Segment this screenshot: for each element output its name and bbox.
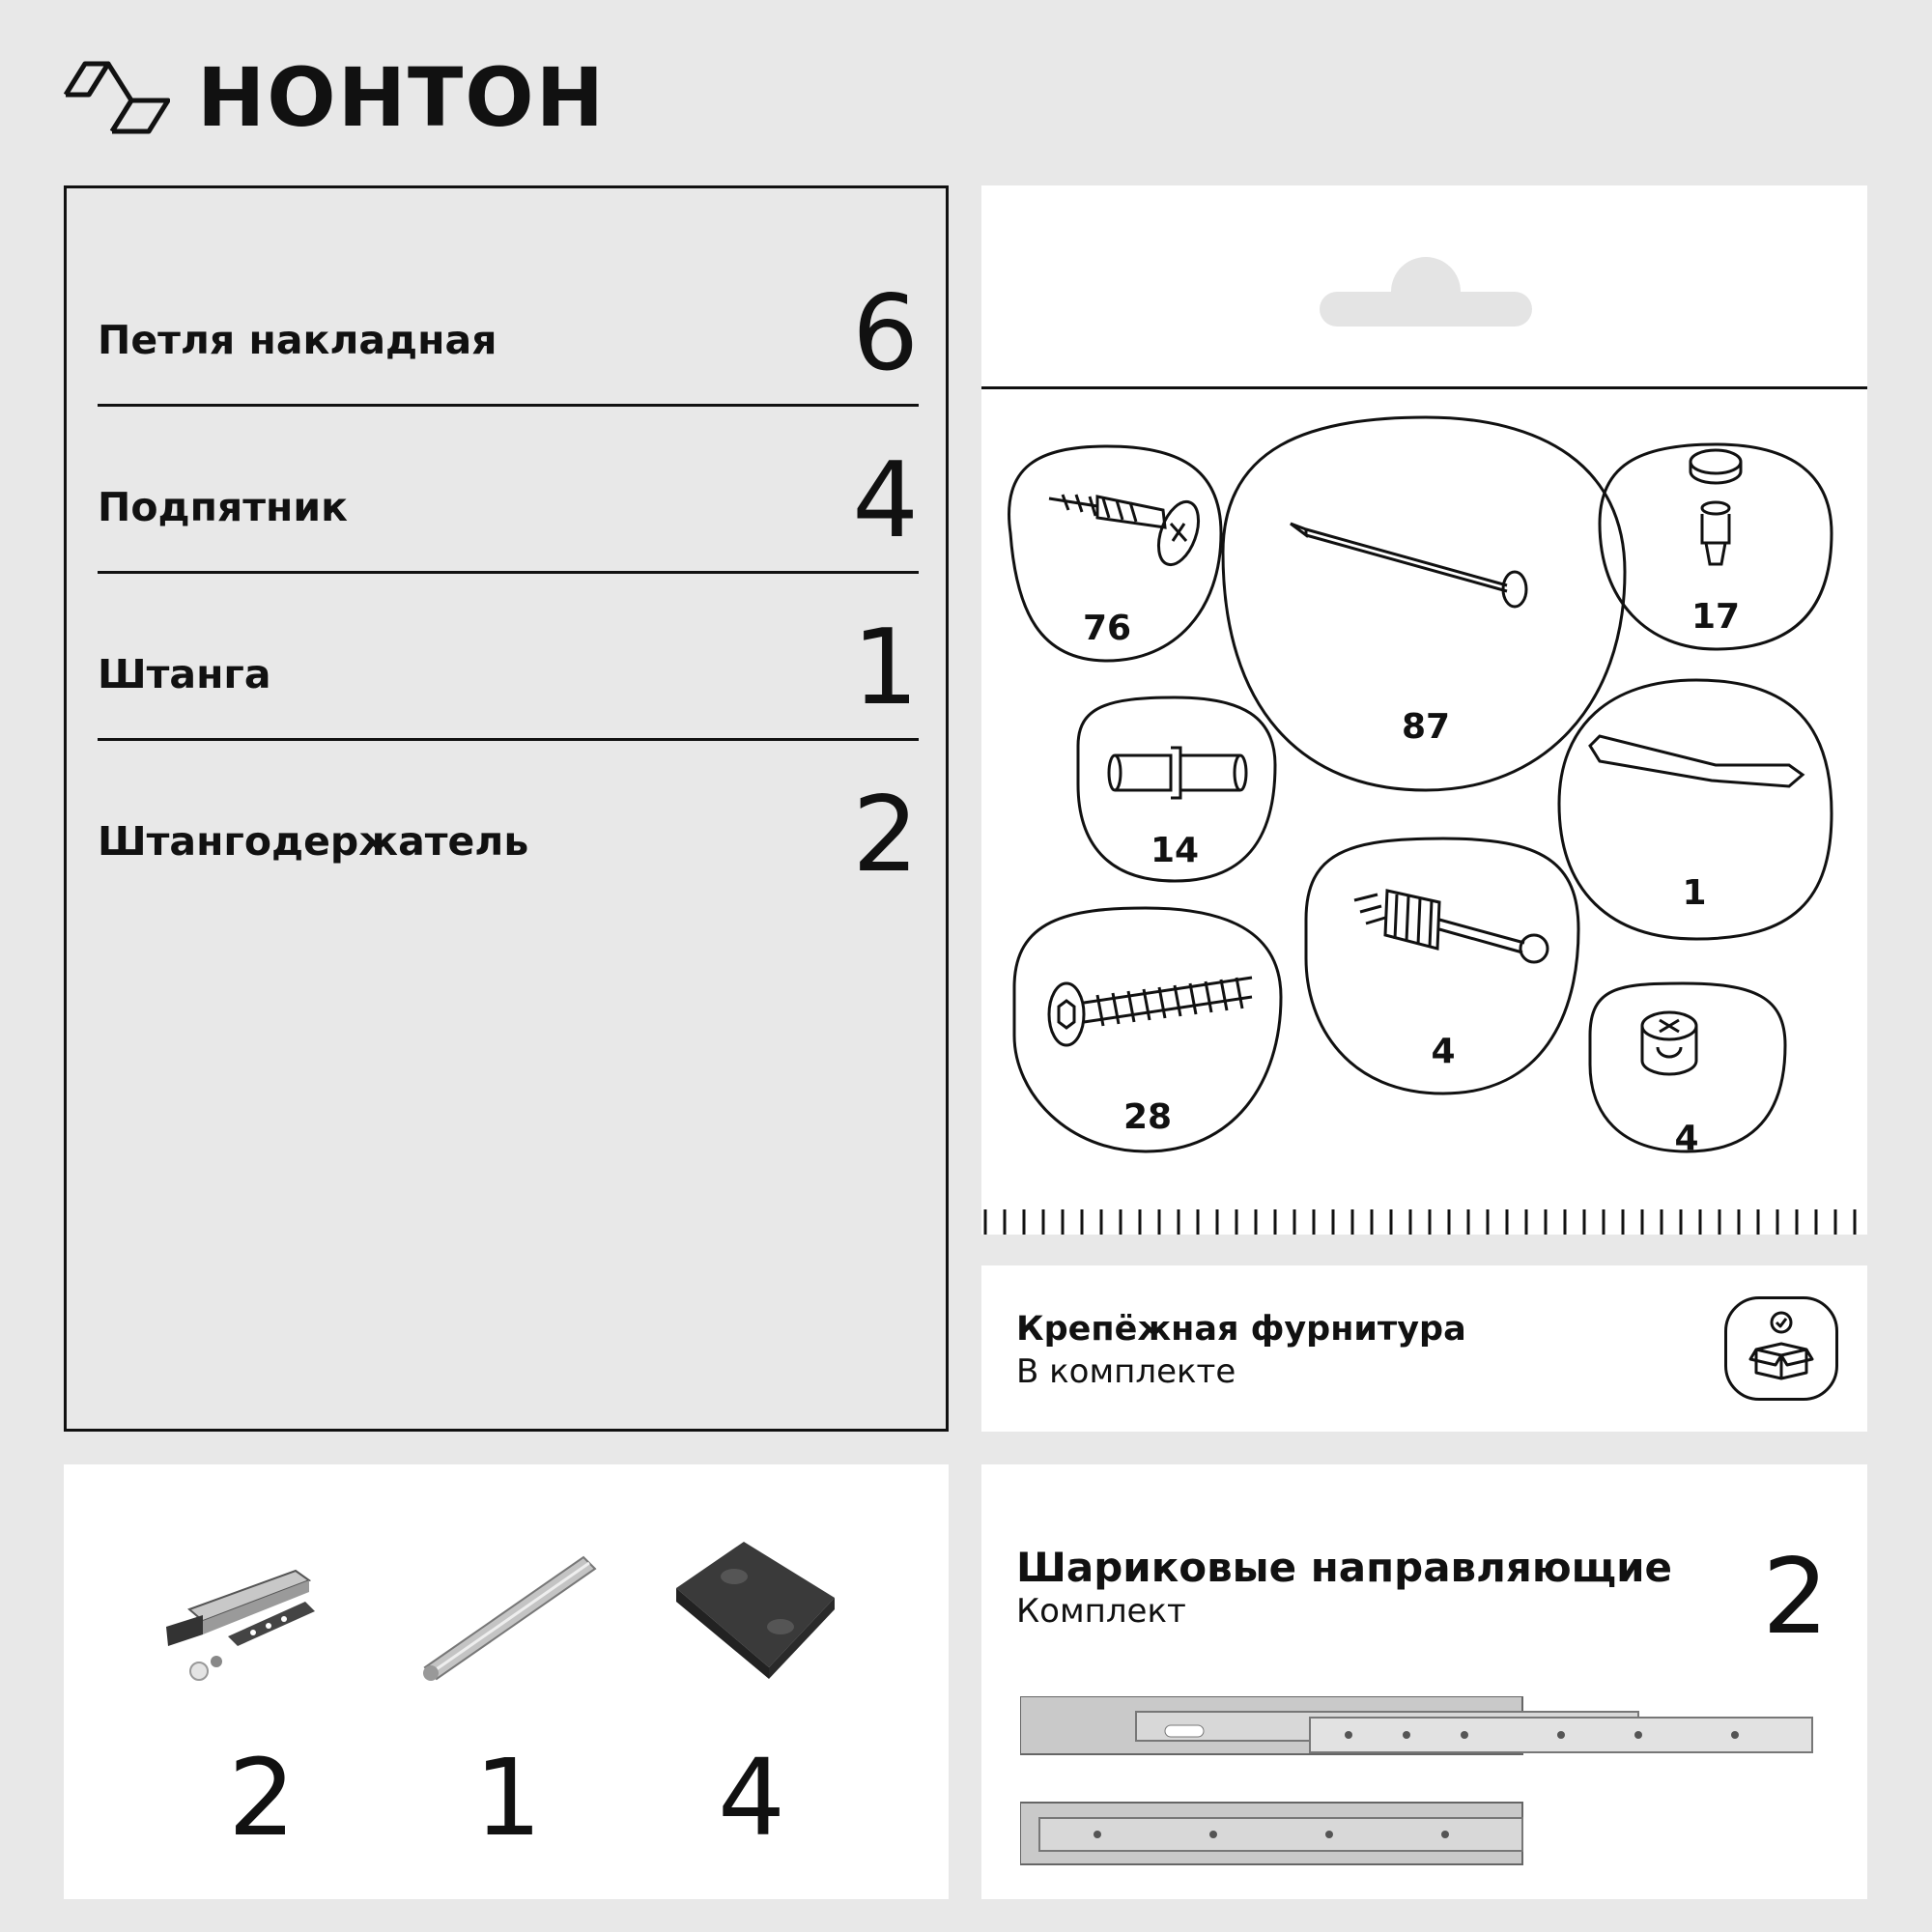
list-row-label: Петля накладная	[98, 317, 497, 363]
part-count: 76	[1082, 609, 1132, 648]
fasteners-subtitle: В комплекте	[1016, 1352, 1236, 1391]
part-count: 87	[1401, 707, 1451, 747]
rod-icon	[412, 1551, 605, 1687]
list-row-qty: 2	[852, 775, 919, 895]
list-row	[98, 738, 919, 905]
box-check-icon	[1724, 1296, 1838, 1401]
hardware-bag	[981, 185, 1867, 1235]
list-row	[98, 237, 919, 407]
part-count: 4	[1431, 1032, 1456, 1071]
hex-key-icon	[1590, 736, 1803, 786]
extra-items	[64, 1464, 949, 1899]
fasteners-info	[981, 1265, 1867, 1432]
part-count: 17	[1690, 597, 1741, 637]
slides-title: Шариковые направляющие	[1016, 1544, 1673, 1591]
fasteners-title: Крепёжная фурнитура	[1016, 1310, 1466, 1349]
cam-pin-icon	[1690, 450, 1741, 564]
slides-qty: 2	[1762, 1537, 1829, 1658]
item-qty: 1	[474, 1736, 542, 1860]
components-list	[64, 185, 949, 1432]
slides-subtitle: Комплект	[1016, 1592, 1186, 1631]
pad-icon	[657, 1532, 850, 1687]
part-count: 14	[1150, 831, 1200, 870]
shelf-pin-icon	[1109, 748, 1246, 798]
part-count: 1	[1682, 873, 1707, 913]
confirmat-screw-icon	[1049, 978, 1252, 1045]
bag-perforation	[981, 1209, 1867, 1235]
cam-lock-icon	[1642, 1012, 1696, 1074]
slides-icon	[1020, 1696, 1832, 1889]
list-row-label: Штангодержатель	[98, 818, 529, 865]
item-qty: 2	[228, 1736, 296, 1860]
brand-logo-icon	[64, 58, 170, 135]
list-row-qty: 4	[852, 440, 919, 561]
list-row-label: Подпятник	[98, 484, 348, 530]
wood-screw-icon	[1049, 495, 1207, 570]
part-count: 4	[1674, 1119, 1699, 1158]
list-row-qty: 1	[852, 608, 919, 728]
list-row	[98, 404, 919, 574]
list-row-qty: 6	[852, 273, 919, 394]
push-latch-icon	[160, 1551, 334, 1687]
list-row	[98, 571, 919, 741]
part-count: 28	[1122, 1097, 1173, 1137]
nail-icon	[1291, 524, 1526, 607]
list-row-label: Штанга	[98, 651, 271, 697]
connector-bolt-icon	[1354, 891, 1548, 962]
item-qty: 4	[718, 1736, 785, 1860]
brand-name: НОНТОН	[197, 50, 607, 145]
ball-slides	[981, 1464, 1867, 1899]
